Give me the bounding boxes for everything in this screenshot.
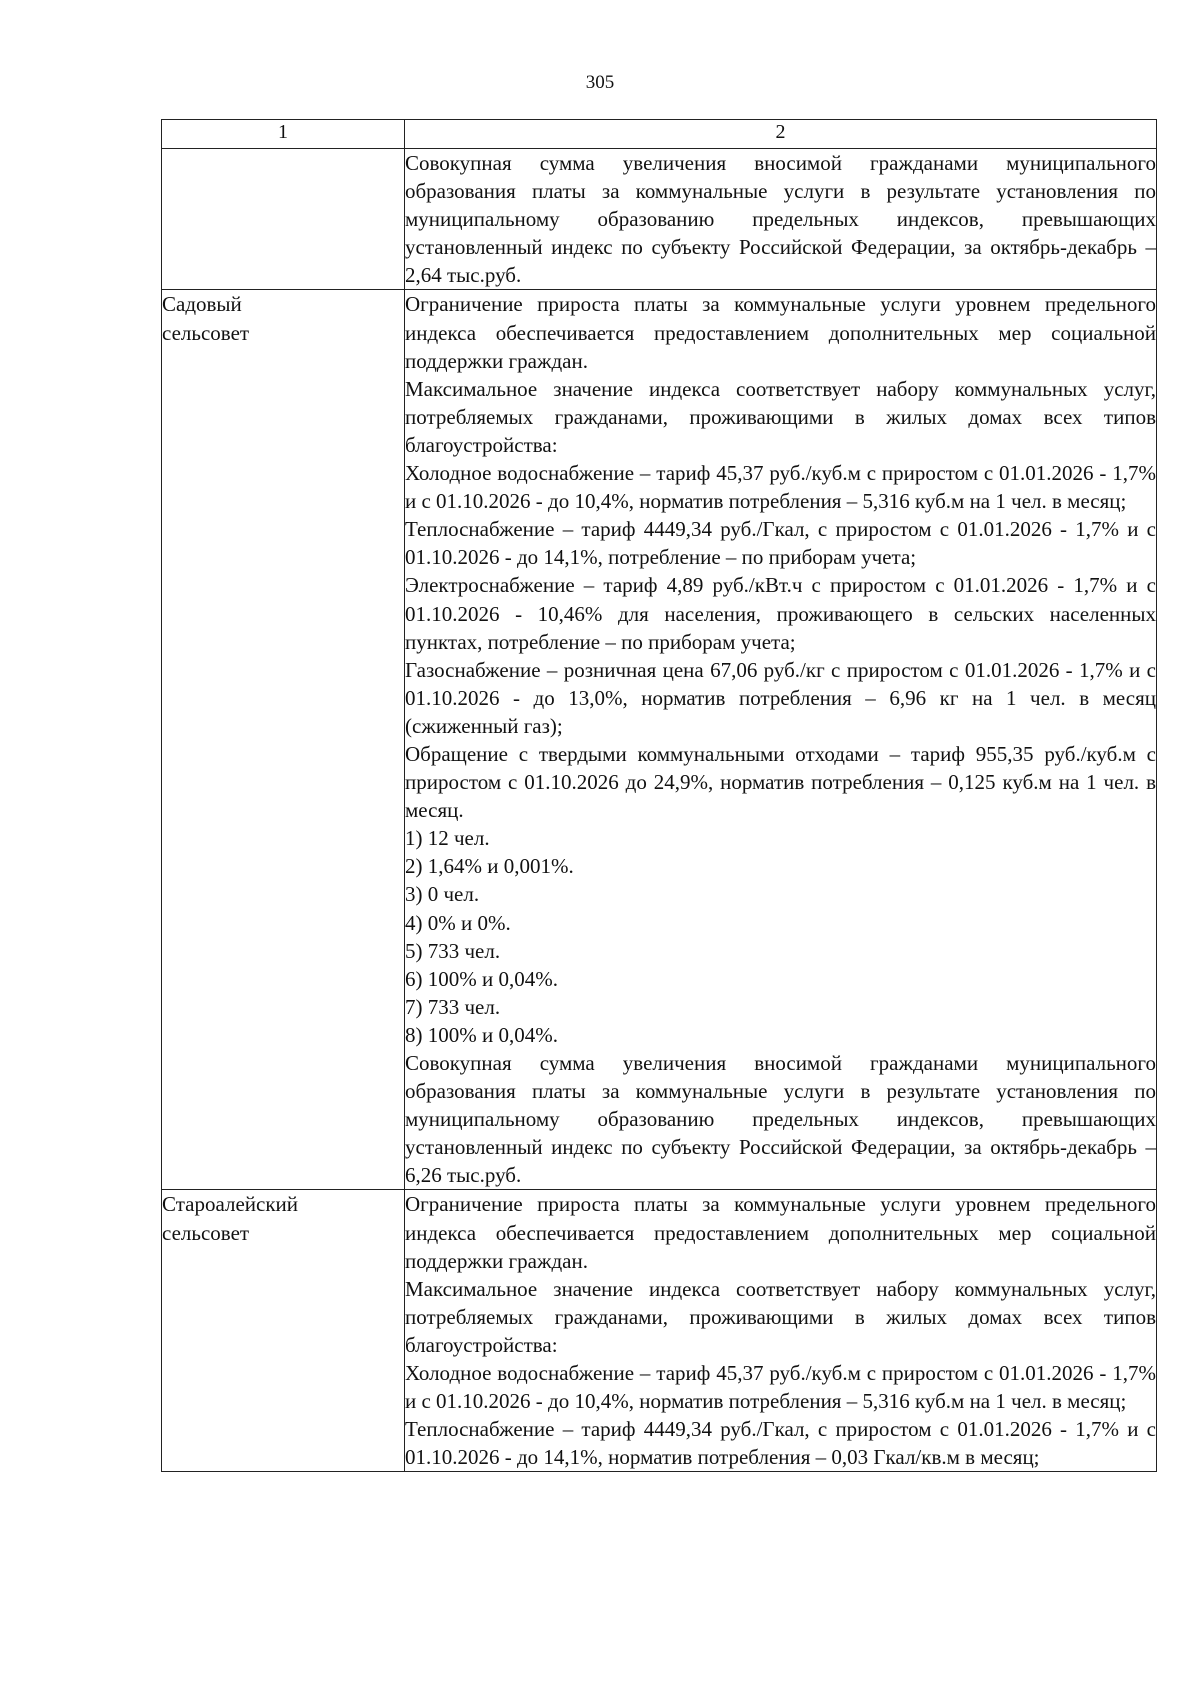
paragraph: Обращение с твердыми коммунальными отходами – тариф 955,35 руб./куб.м с приростом с 01.10.2026 до 24,9%, норматив потребления – 0,125 куб.м на 1 чел. в месяц. [405,741,1156,823]
paragraph: Электроснабжение – тариф 4,89 руб./кВт.ч с приростом с 01.01.2026 - 1,7% и с 01.10.2026 - 10,46% для населения, проживающего в сельских населенных пунктах, потребление – по приборам учета; [405,573,1156,654]
paragraph: Холодное водоснабжение – тариф 45,37 руб./куб.м с приростом с 01.01.2026 - 1,7% и с 01.10.2026 - до 10,4%, норматив потребления – 5,316 куб.м на 1 чел. в месяц; [405,1361,1156,1414]
list-item: 7) 733 чел. [405,994,501,1019]
description-cell [405,149,1157,290]
paragraph: Максимальное значение индекса соответствует набору коммунальных услуг, потребляемых гражданами, проживающими в жилых домах всех типов благоустройства: [405,1276,1156,1357]
paragraph: Максимальное значение индекса соответствует набору коммунальных услуг, потребляемых гражданами, проживающими в жилых домах всех типов благоустройства: [405,376,1156,457]
entity-type: сельсовет [162,320,250,345]
description-cell [405,290,1157,1190]
list-item: 4) 0% и 0%. [405,910,511,935]
municipal-index-table [161,119,1157,1472]
table-header-row [162,120,1157,149]
header-col-2: 2 [405,120,1157,149]
table-row [162,1190,1157,1472]
paragraph: Теплоснабжение – тариф 4449,34 руб./Гкал, с приростом с 01.01.2026 - 1,7% и с 01.10.2026 - до 14,1%, потребление – по приборам учета; [405,517,1156,570]
table-row [162,290,1157,1190]
table-row [162,149,1157,290]
list-item: 1) 12 чел. [405,826,490,851]
paragraph: Теплоснабжение – тариф 4449,34 руб./Гкал, с приростом с 01.01.2026 - 1,7% и с 01.10.2026 - до 14,1%, норматив потребления – 0,03 Гкал/кв.м в месяц; [405,1417,1156,1470]
entity-name: Староалейский [162,1192,299,1217]
paragraph: Газоснабжение – розничная цена 67,06 руб./кг с приростом с 01.01.2026 - 1,7% и с 01.10.2026 - до 13,0%, норматив потребления – 6,96 кг на 1 чел. в месяц (сжиженный газ); [405,657,1156,738]
paragraph: Ограничение прироста платы за коммунальные услуги уровнем предельного индекса обеспечивается предоставлением дополнительных мер социальной поддержки граждан. [405,1192,1156,1273]
page-number: 305 [585,72,615,93]
entity-type: сельсовет [162,1220,250,1245]
entity-cell [162,1190,405,1472]
header-col-1: 1 [162,120,405,149]
summary-paragraph: Совокупная сумма увеличения вносимой гражданами муниципального образования платы за коммунальные услуги в результате установления по муниципальному образованию предельных индексов, превышающих установленный индекс по субъекту Российской Федерации, за октябрь-декабрь – 6,26 тыс.руб. [405,1051,1156,1188]
entity-name: Садовый [162,292,242,317]
summary-paragraph: Совокупная сумма увеличения вносимой гражданами муниципального образования платы за коммунальные услуги в результате установления по муниципальному образованию предельных индексов, превышающих установленный индекс по субъекту Российской Федерации, за октябрь-декабрь – 2,64 тыс.руб. [405,151,1156,288]
paragraph: Холодное водоснабжение – тариф 45,37 руб./куб.м с приростом с 01.01.2026 - 1,7% и с 01.10.2026 - до 10,4%, норматив потребления – 5,316 куб.м на 1 чел. в месяц; [405,461,1156,514]
description-cell [405,1190,1157,1472]
list-item: 5) 733 чел. [405,938,501,963]
list-item: 6) 100% и 0,04%. [405,966,558,991]
list-item: 8) 100% и 0,04%. [405,1022,558,1047]
entity-cell [162,149,405,290]
paragraph: Ограничение прироста платы за коммунальные услуги уровнем предельного индекса обеспечивается предоставлением дополнительных мер социальной поддержки граждан. [405,292,1156,373]
list-item: 3) 0 чел. [405,882,480,907]
entity-cell [162,290,405,1190]
list-item: 2) 1,64% и 0,001%. [405,854,574,879]
